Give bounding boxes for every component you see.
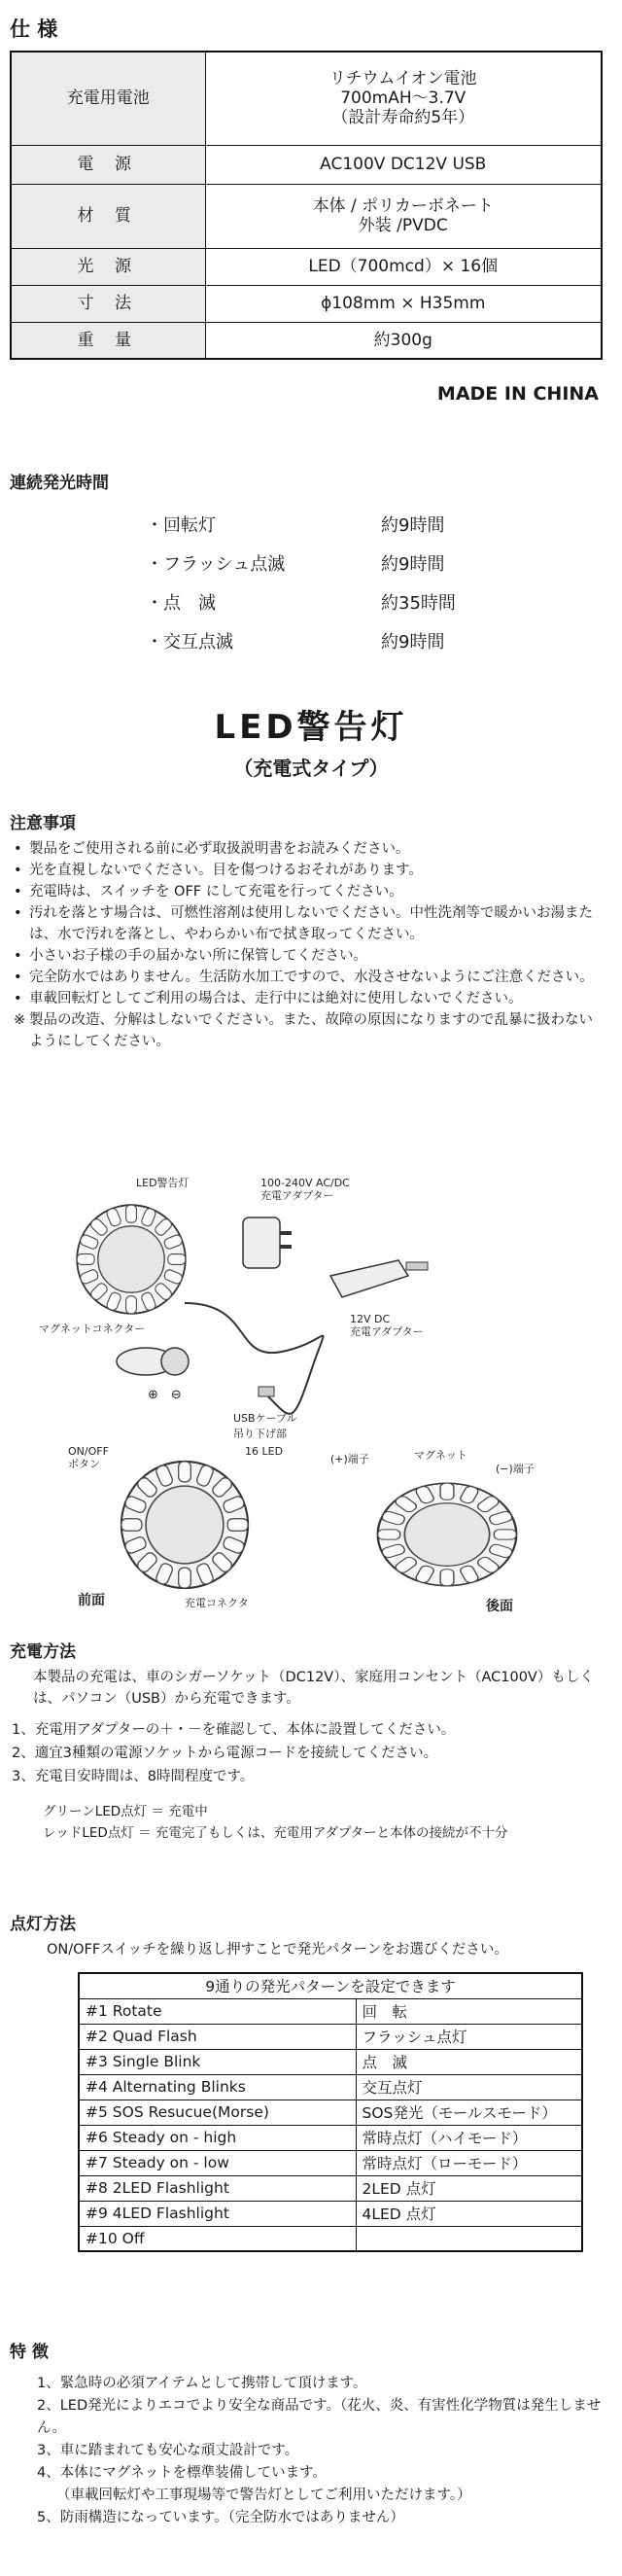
spec-table: [10, 51, 603, 360]
usb-cable-image: [185, 1303, 323, 1414]
caution-item: [14, 860, 606, 881]
pattern-en: #2 Quad Flash: [79, 2024, 356, 2049]
label-minus-terminal: (−)端子: [496, 1463, 535, 1475]
pattern-jp: [356, 2226, 582, 2251]
pattern-row: [79, 2074, 582, 2100]
caution-text: 小さいお子様の手の届かない所に保管してください。: [29, 948, 367, 964]
caution-text: 光を直視しないでください。目を傷つけるおそれがあります。: [29, 863, 423, 878]
label-16led: 16 LED: [245, 1445, 284, 1458]
ac-adapter-image: [243, 1217, 292, 1268]
spec-row-battery: [11, 52, 602, 145]
pattern-jp: 回 転: [356, 1998, 582, 2024]
pattern-header-row: [79, 1973, 582, 1998]
spec-row-power: [11, 145, 602, 184]
label-connector: 充電コネクタ: [185, 1597, 249, 1609]
cautions-title: 注意事項: [10, 814, 76, 833]
product-subtitle: （充電式タイプ）: [233, 757, 389, 780]
continuous-label: ・点 滅: [146, 593, 216, 614]
continuous-title: 連続発光時間: [10, 474, 109, 493]
product-title: LED警告灯: [214, 708, 408, 747]
pattern-row: [79, 2125, 582, 2150]
caution-text: 製品の改造、分解はしないでください。また、故障の原因になりますので乱暴に扱わないようにしてください。: [29, 1012, 593, 1049]
spec-label: 充電用電池: [11, 52, 205, 145]
feature-item: （車載回転灯や工事現場等で警告灯としてご利用いただけます。）: [56, 2488, 471, 2503]
caution-text: 車載回転灯としてご利用の場合は、走行中には絶対に使用しないでください。: [29, 991, 523, 1006]
pattern-jp: 2LED 点灯: [356, 2175, 582, 2201]
caution-text: 完全防水ではありません。生活防水加工ですので、水没させないようにご注意ください。: [29, 970, 594, 985]
label-ac-adapter: 100-240V AC/DC 充電アダプター: [260, 1177, 350, 1202]
lighting-intro: ON/OFFスイッチを繰り返し押すことで発光パターンをお選びください。: [47, 1942, 508, 1958]
bullet: •: [14, 863, 22, 878]
label-front: 前面: [78, 1593, 105, 1608]
label-onoff: ON/OFF ボタン: [68, 1445, 109, 1470]
led-light-image: [77, 1205, 186, 1314]
charging-green-led: グリーンLED点灯 ＝ 充電中: [43, 1804, 208, 1819]
continuous-label: ・フラッシュ点滅: [146, 554, 286, 575]
label-back: 後面: [486, 1599, 513, 1614]
label-plus-terminal: (+)端子: [330, 1453, 369, 1465]
spec-title: 仕 様: [10, 18, 58, 41]
dc-adapter-image: [330, 1260, 428, 1297]
spec-value-line: リチウムイオン電池: [328, 68, 477, 88]
spec-row-size: [11, 285, 602, 322]
lighting-title: 点灯方法: [10, 1915, 76, 1934]
features-list: [37, 2373, 610, 2529]
charging-red-led: レッドLED点灯 ＝ 充電完了もしくは、充電用アダプターと本体の接続が不十分: [43, 1825, 508, 1841]
pattern-en: #1 Rotate: [79, 1998, 356, 2024]
label-magnet-connector: マグネットコネクター: [39, 1323, 146, 1335]
feature-item: 1、緊急時の必須アイテムとして携帯して頂けます。: [37, 2376, 367, 2391]
pattern-jp: 4LED 点灯: [356, 2201, 582, 2226]
pattern-jp: 常時点灯（ローモード）: [356, 2150, 582, 2175]
pattern-row: [79, 2100, 582, 2125]
caution-text: 汚れを落とす場合は、可燃性溶剤は使用しないでください。中性洗剤等で暖かいお湯または、水で汚れを落とし、やわらかい布で拭き取ってください。: [29, 905, 593, 942]
spec-value: [205, 248, 602, 285]
spec-value-line: ϕ108mm × H35mm: [321, 293, 486, 313]
feature-item: 2、LED発光によりエコでより安全な商品です。（花火、炎、有害性化学物質は発生しません。: [37, 2398, 602, 2436]
spec-value: [205, 145, 602, 184]
pattern-row: [79, 2226, 582, 2251]
label-plus-minus: ⊕ ⊖: [148, 1388, 182, 1402]
charging-step: 3、充電目安時間は、8時間程度です。: [12, 1769, 255, 1784]
pattern-en: #8 2LED Flashlight: [79, 2175, 356, 2201]
caution-text: 製品をご使用される前に必ず取扱説明書をお読みください。: [29, 841, 410, 857]
caution-item: [14, 902, 606, 945]
continuous-value: 約9時間: [381, 515, 445, 536]
spec-value: [205, 52, 602, 145]
pattern-en: #9 4LED Flashlight: [79, 2201, 356, 2226]
label-dc-adapter: 12V DC 充電アダプター: [350, 1313, 424, 1338]
spec-value-line: 約300g: [373, 330, 432, 350]
label-led-light: LED警告灯: [136, 1177, 190, 1189]
pattern-jp: 交互点灯: [356, 2074, 582, 2100]
pattern-row: [79, 2024, 582, 2049]
pattern-en: #3 Single Blink: [79, 2049, 356, 2074]
pattern-en: #7 Steady on - low: [79, 2150, 356, 2175]
caution-item: [14, 838, 606, 860]
spec-label: 材 質: [11, 184, 205, 248]
bullet: •: [14, 991, 22, 1006]
spec-value-line: LED（700mcd）× 16個: [308, 256, 499, 276]
pattern-header: 9通りの発光パターンを設定できます: [79, 1973, 582, 1998]
bullet: ※: [14, 1012, 26, 1028]
caution-text: 充電時は、スイッチを OFF にして充電を行ってください。: [29, 884, 403, 900]
back-view-image: [378, 1483, 517, 1585]
spec-label: 重 量: [11, 322, 205, 359]
spec-row-material: [11, 184, 602, 248]
pattern-table: [78, 1972, 583, 2252]
bullet: •: [14, 970, 22, 985]
charging-step: 1、充電用アダプターの＋・－を確認して、本体に設置してください。: [12, 1722, 456, 1738]
product-illustration: [39, 1167, 583, 1614]
pattern-row: [79, 2150, 582, 2175]
label-magnet: マグネット: [414, 1449, 467, 1462]
bullet: •: [14, 905, 22, 921]
cautions-list: [14, 838, 606, 1052]
pattern-jp: 点 滅: [356, 2049, 582, 2074]
pattern-row: [79, 2049, 582, 2074]
pattern-row: [79, 2201, 582, 2226]
front-view-image: [121, 1462, 248, 1588]
continuous-value: 約35時間: [381, 593, 456, 614]
spec-label: 電 源: [11, 145, 205, 184]
label-hanging: 吊り下げ部: [233, 1428, 287, 1440]
spec-label: 光 源: [11, 248, 205, 285]
spec-row-light: [11, 248, 602, 285]
spec-value-line: AC100V DC12V USB: [320, 154, 487, 174]
charging-title: 充電方法: [10, 1642, 76, 1662]
spec-value: [205, 184, 602, 248]
spec-value-line: 外装 /PVDC: [358, 216, 448, 235]
caution-item: [14, 945, 606, 967]
charging-step: 2、適宜3種類の電源ソケットから電源コードを接続してください。: [12, 1746, 438, 1761]
feature-item: 5、防雨構造になっています。（完全防水ではありません）: [37, 2510, 404, 2525]
feature-item: 4、本体にマグネットを標準装備しています。: [37, 2465, 327, 2481]
charging-intro: 本製品の充電は、車のシガーソケット（DC12V）、家庭用コンセント（AC100V）もしくは、パソコン（USB）から充電できます。: [33, 1670, 594, 1707]
magnet-connector-image: [117, 1348, 189, 1375]
caution-item: [14, 881, 606, 902]
bullet: •: [14, 884, 22, 900]
bullet: •: [14, 948, 22, 964]
spec-label: 寸 法: [11, 285, 205, 322]
features-title: 特 徴: [10, 2343, 49, 2362]
caution-item: [14, 988, 606, 1009]
usb-plug-image: [259, 1387, 274, 1396]
bullet: •: [14, 841, 22, 857]
continuous-value: 約9時間: [381, 554, 445, 575]
feature-item: 3、車に踏まれても安心な頑丈設計です。: [37, 2443, 299, 2458]
spec-value: [205, 285, 602, 322]
continuous-label: ・交互点滅: [146, 632, 233, 653]
pattern-en: #6 Steady on - high: [79, 2125, 356, 2150]
caution-item: [14, 967, 606, 988]
label-usb-cable: USBケーブル: [233, 1412, 297, 1425]
pattern-jp: 常時点灯（ハイモード）: [356, 2125, 582, 2150]
pattern-jp: SOS発光（モールスモード）: [356, 2100, 582, 2125]
continuous-label: ・回転灯: [146, 515, 216, 536]
continuous-value: 約9時間: [381, 632, 445, 653]
spec-row-weight: [11, 322, 602, 359]
pattern-row: [79, 2175, 582, 2201]
pattern-row: [79, 1998, 582, 2024]
spec-value-line: （設計寿命約5年）: [331, 108, 475, 128]
pattern-en: #5 SOS Resucue(Morse): [79, 2100, 356, 2125]
pattern-en: #4 Alternating Blinks: [79, 2074, 356, 2100]
caution-item: [14, 1009, 606, 1052]
spec-value-line: 700mAH～3.7V: [340, 88, 466, 109]
spec-value-line: 本体 / ポリカーボネート: [312, 195, 494, 216]
spec-value: [205, 322, 602, 359]
pattern-jp: フラッシュ点灯: [356, 2024, 582, 2049]
pattern-en: #10 Off: [79, 2226, 356, 2251]
made-in-label: MADE IN CHINA: [436, 383, 599, 405]
